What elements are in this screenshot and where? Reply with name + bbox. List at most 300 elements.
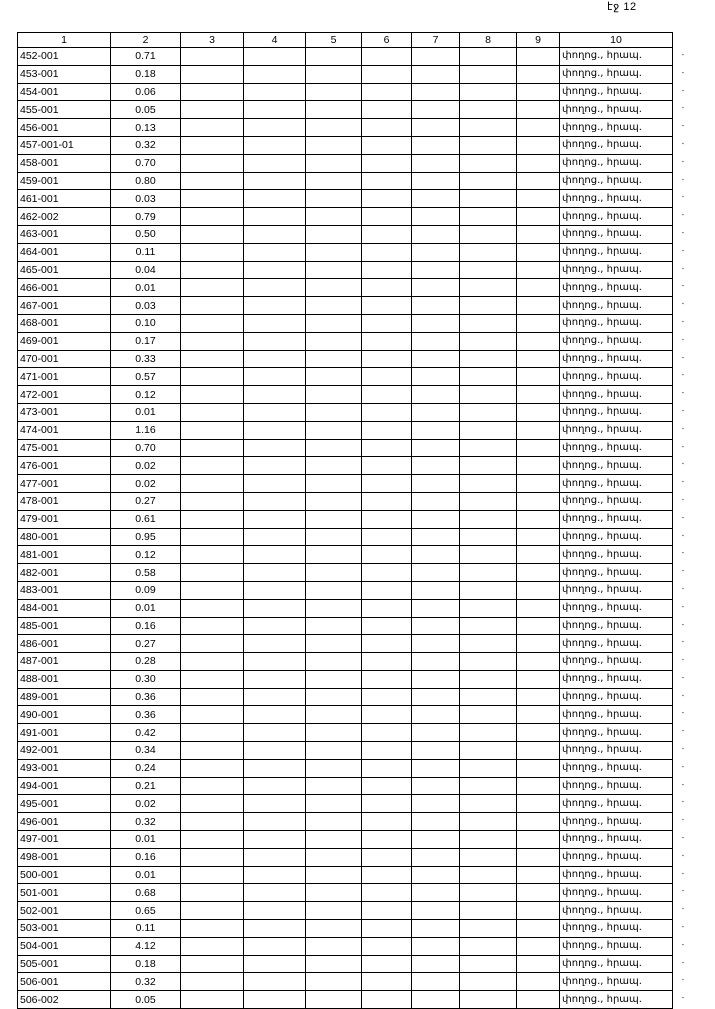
empty-cell bbox=[460, 759, 517, 777]
empty-cell bbox=[460, 136, 517, 154]
table-row bbox=[18, 297, 673, 315]
empty-cell bbox=[306, 439, 362, 457]
empty-cell bbox=[244, 635, 306, 653]
empty-cell bbox=[412, 439, 460, 457]
area-value-cell: 0.30 bbox=[111, 670, 181, 688]
empty-cell bbox=[460, 991, 517, 1009]
empty-cell bbox=[306, 83, 362, 101]
empty-cell bbox=[517, 83, 560, 101]
column-header: 7 bbox=[412, 33, 460, 48]
empty-cell bbox=[244, 48, 306, 66]
table-row bbox=[18, 172, 673, 190]
empty-cell bbox=[412, 688, 460, 706]
margin-tick-mark: ꞏ bbox=[681, 550, 685, 558]
empty-cell bbox=[181, 795, 244, 813]
empty-cell bbox=[362, 902, 412, 920]
empty-cell bbox=[306, 314, 362, 332]
empty-cell bbox=[244, 528, 306, 546]
empty-cell bbox=[517, 386, 560, 404]
empty-cell bbox=[362, 279, 412, 297]
empty-cell bbox=[460, 813, 517, 831]
empty-cell bbox=[362, 564, 412, 582]
area-value-cell: 0.17 bbox=[111, 332, 181, 350]
empty-cell bbox=[244, 546, 306, 564]
empty-cell bbox=[517, 706, 560, 724]
purpose-cell: փողոց., հրապ. bbox=[560, 403, 673, 421]
margin-tick-mark: ꞏ bbox=[681, 123, 685, 131]
parcel-code-cell: 458-001 bbox=[18, 154, 111, 172]
area-value-cell: 0.03 bbox=[111, 190, 181, 208]
empty-cell bbox=[412, 795, 460, 813]
empty-cell bbox=[460, 48, 517, 66]
empty-cell bbox=[362, 190, 412, 208]
empty-cell bbox=[460, 742, 517, 760]
table-row bbox=[18, 225, 673, 243]
area-value-cell: 4.12 bbox=[111, 937, 181, 955]
purpose-cell: փողոց., հրապ. bbox=[560, 937, 673, 955]
table-row bbox=[18, 475, 673, 493]
empty-cell bbox=[517, 937, 560, 955]
empty-cell bbox=[362, 136, 412, 154]
area-value-cell: 0.33 bbox=[111, 350, 181, 368]
empty-cell bbox=[181, 350, 244, 368]
empty-cell bbox=[306, 297, 362, 315]
empty-cell bbox=[181, 314, 244, 332]
empty-cell bbox=[306, 119, 362, 137]
purpose-cell: փողոց., հրապ. bbox=[560, 457, 673, 475]
empty-cell bbox=[460, 866, 517, 884]
margin-tick-mark: ꞏ bbox=[681, 229, 685, 237]
empty-cell bbox=[517, 457, 560, 475]
table-row bbox=[18, 136, 673, 154]
empty-cell bbox=[244, 831, 306, 849]
empty-cell bbox=[362, 208, 412, 226]
empty-cell bbox=[517, 350, 560, 368]
empty-cell bbox=[412, 991, 460, 1009]
empty-cell bbox=[517, 101, 560, 119]
area-value-cell: 0.50 bbox=[111, 225, 181, 243]
margin-tick-mark: ꞏ bbox=[681, 158, 685, 166]
empty-cell bbox=[306, 795, 362, 813]
empty-cell bbox=[306, 920, 362, 938]
parcel-code-cell: 473-001 bbox=[18, 403, 111, 421]
empty-cell bbox=[517, 510, 560, 528]
empty-cell bbox=[244, 190, 306, 208]
area-value-cell: 0.11 bbox=[111, 243, 181, 261]
parcel-code-cell: 491-001 bbox=[18, 724, 111, 742]
margin-tick-mark: ꞏ bbox=[681, 105, 685, 113]
purpose-cell: փողոց., հրապ. bbox=[560, 973, 673, 991]
empty-cell bbox=[244, 297, 306, 315]
empty-cell bbox=[412, 48, 460, 66]
margin-tick-mark: ꞏ bbox=[681, 639, 685, 647]
margin-tick-mark: ꞏ bbox=[681, 247, 685, 255]
margin-tick-mark: ꞏ bbox=[681, 959, 685, 967]
empty-cell bbox=[181, 119, 244, 137]
table-row bbox=[18, 350, 673, 368]
empty-cell bbox=[362, 225, 412, 243]
table-row bbox=[18, 706, 673, 724]
area-value-cell: 0.79 bbox=[111, 208, 181, 226]
margin-tick-mark: ꞏ bbox=[681, 781, 685, 789]
empty-cell bbox=[244, 172, 306, 190]
margin-tick-mark: ꞏ bbox=[681, 852, 685, 860]
table-row bbox=[18, 635, 673, 653]
empty-cell bbox=[412, 261, 460, 279]
empty-cell bbox=[362, 742, 412, 760]
table-row bbox=[18, 688, 673, 706]
parcel-code-cell: 452-001 bbox=[18, 48, 111, 66]
empty-cell bbox=[181, 546, 244, 564]
empty-cell bbox=[181, 101, 244, 119]
parcel-code-cell: 472-001 bbox=[18, 386, 111, 404]
purpose-cell: փողոց., հրապ. bbox=[560, 813, 673, 831]
empty-cell bbox=[362, 421, 412, 439]
margin-tick-mark: ꞏ bbox=[681, 870, 685, 878]
empty-cell bbox=[412, 635, 460, 653]
empty-cell bbox=[306, 599, 362, 617]
margin-tick-mark: ꞏ bbox=[681, 69, 685, 77]
empty-cell bbox=[412, 368, 460, 386]
area-value-cell: 1.16 bbox=[111, 421, 181, 439]
empty-cell bbox=[181, 706, 244, 724]
empty-cell bbox=[412, 475, 460, 493]
empty-cell bbox=[306, 421, 362, 439]
empty-cell bbox=[306, 350, 362, 368]
empty-cell bbox=[181, 617, 244, 635]
parcel-code-cell: 486-001 bbox=[18, 635, 111, 653]
empty-cell bbox=[517, 136, 560, 154]
purpose-cell: փողոց., հրապ. bbox=[560, 119, 673, 137]
empty-cell bbox=[306, 208, 362, 226]
parcel-code-cell: 483-001 bbox=[18, 581, 111, 599]
empty-cell bbox=[306, 902, 362, 920]
empty-cell bbox=[460, 350, 517, 368]
empty-cell bbox=[362, 688, 412, 706]
empty-cell bbox=[181, 190, 244, 208]
purpose-cell: փողոց., հրապ. bbox=[560, 742, 673, 760]
empty-cell bbox=[412, 670, 460, 688]
table-row bbox=[18, 653, 673, 671]
empty-cell bbox=[306, 243, 362, 261]
empty-cell bbox=[181, 403, 244, 421]
empty-cell bbox=[244, 386, 306, 404]
parcel-code-cell: 463-001 bbox=[18, 225, 111, 243]
area-value-cell: 0.65 bbox=[111, 902, 181, 920]
empty-cell bbox=[460, 920, 517, 938]
empty-cell bbox=[181, 848, 244, 866]
margin-tick-mark: ꞏ bbox=[681, 514, 685, 522]
empty-cell bbox=[412, 136, 460, 154]
empty-cell bbox=[460, 261, 517, 279]
area-value-cell: 0.71 bbox=[111, 48, 181, 66]
empty-cell bbox=[460, 848, 517, 866]
margin-marks bbox=[676, 47, 690, 1008]
empty-cell bbox=[460, 386, 517, 404]
empty-cell bbox=[306, 225, 362, 243]
area-value-cell: 0.01 bbox=[111, 866, 181, 884]
parcel-code-cell: 481-001 bbox=[18, 546, 111, 564]
empty-cell bbox=[244, 457, 306, 475]
parcel-code-cell: 496-001 bbox=[18, 813, 111, 831]
purpose-cell: փողոց., հրապ. bbox=[560, 475, 673, 493]
empty-cell bbox=[412, 386, 460, 404]
empty-cell bbox=[362, 848, 412, 866]
empty-cell bbox=[460, 457, 517, 475]
empty-cell bbox=[460, 653, 517, 671]
margin-tick-mark: ꞏ bbox=[681, 443, 685, 451]
purpose-cell: փողոց., հրապ. bbox=[560, 261, 673, 279]
empty-cell bbox=[306, 386, 362, 404]
empty-cell bbox=[181, 510, 244, 528]
empty-cell bbox=[306, 136, 362, 154]
empty-cell bbox=[412, 973, 460, 991]
empty-cell bbox=[181, 48, 244, 66]
purpose-cell: փողոց., հրապ. bbox=[560, 581, 673, 599]
empty-cell bbox=[306, 670, 362, 688]
purpose-cell: փողոց., հրապ. bbox=[560, 225, 673, 243]
margin-tick-mark: ꞏ bbox=[681, 657, 685, 665]
empty-cell bbox=[412, 332, 460, 350]
table-row bbox=[18, 332, 673, 350]
empty-cell bbox=[362, 154, 412, 172]
parcel-code-cell: 465-001 bbox=[18, 261, 111, 279]
empty-cell bbox=[362, 920, 412, 938]
parcel-code-cell: 469-001 bbox=[18, 332, 111, 350]
area-value-cell: 0.68 bbox=[111, 884, 181, 902]
empty-cell bbox=[412, 564, 460, 582]
empty-cell bbox=[517, 279, 560, 297]
empty-cell bbox=[362, 457, 412, 475]
empty-cell bbox=[181, 920, 244, 938]
empty-cell bbox=[412, 884, 460, 902]
empty-cell bbox=[362, 706, 412, 724]
column-header: 10 bbox=[560, 33, 673, 48]
margin-tick-mark: ꞏ bbox=[681, 372, 685, 380]
table-row bbox=[18, 314, 673, 332]
purpose-cell: փողոց., հրապ. bbox=[560, 48, 673, 66]
table-row bbox=[18, 581, 673, 599]
area-value-cell: 0.02 bbox=[111, 457, 181, 475]
empty-cell bbox=[412, 777, 460, 795]
margin-tick-mark: ꞏ bbox=[681, 763, 685, 771]
table-row bbox=[18, 848, 673, 866]
empty-cell bbox=[460, 937, 517, 955]
empty-cell bbox=[181, 386, 244, 404]
margin-tick-mark: ꞏ bbox=[681, 301, 685, 309]
empty-cell bbox=[517, 795, 560, 813]
margin-tick-mark: ꞏ bbox=[681, 603, 685, 611]
empty-cell bbox=[362, 831, 412, 849]
empty-cell bbox=[244, 243, 306, 261]
purpose-cell: փողոց., հրապ. bbox=[560, 866, 673, 884]
empty-cell bbox=[517, 564, 560, 582]
margin-tick-mark: ꞏ bbox=[681, 888, 685, 896]
parcel-code-cell: 475-001 bbox=[18, 439, 111, 457]
margin-tick-mark: ꞏ bbox=[681, 746, 685, 754]
table-row bbox=[18, 955, 673, 973]
empty-cell bbox=[460, 528, 517, 546]
empty-cell bbox=[181, 65, 244, 83]
empty-cell bbox=[517, 777, 560, 795]
empty-cell bbox=[460, 119, 517, 137]
empty-cell bbox=[306, 492, 362, 510]
empty-cell bbox=[517, 973, 560, 991]
empty-cell bbox=[306, 332, 362, 350]
empty-cell bbox=[306, 973, 362, 991]
empty-cell bbox=[181, 457, 244, 475]
parcel-code-cell: 466-001 bbox=[18, 279, 111, 297]
empty-cell bbox=[244, 225, 306, 243]
empty-cell bbox=[181, 279, 244, 297]
table-row bbox=[18, 937, 673, 955]
table-row bbox=[18, 670, 673, 688]
empty-cell bbox=[517, 581, 560, 599]
empty-cell bbox=[362, 119, 412, 137]
empty-cell bbox=[412, 599, 460, 617]
margin-tick-mark: ꞏ bbox=[681, 532, 685, 540]
purpose-cell: փողոց., հրապ. bbox=[560, 599, 673, 617]
purpose-cell: փողոց., հրապ. bbox=[560, 795, 673, 813]
empty-cell bbox=[412, 172, 460, 190]
column-header: 9 bbox=[517, 33, 560, 48]
purpose-cell: փողոց., հրապ. bbox=[560, 297, 673, 315]
empty-cell bbox=[306, 848, 362, 866]
empty-cell bbox=[181, 136, 244, 154]
margin-tick-mark: ꞏ bbox=[681, 924, 685, 932]
empty-cell bbox=[181, 777, 244, 795]
table-row bbox=[18, 866, 673, 884]
empty-cell bbox=[517, 297, 560, 315]
margin-tick-mark: ꞏ bbox=[681, 995, 685, 1003]
empty-cell bbox=[306, 813, 362, 831]
parcel-code-cell: 456-001 bbox=[18, 119, 111, 137]
empty-cell bbox=[412, 101, 460, 119]
table-row bbox=[18, 510, 673, 528]
parcel-code-cell: 493-001 bbox=[18, 759, 111, 777]
parcel-code-cell: 457-001-01 bbox=[18, 136, 111, 154]
purpose-cell: փողոց., հրապ. bbox=[560, 884, 673, 902]
empty-cell bbox=[181, 243, 244, 261]
empty-cell bbox=[412, 831, 460, 849]
empty-cell bbox=[244, 795, 306, 813]
empty-cell bbox=[412, 119, 460, 137]
empty-cell bbox=[460, 279, 517, 297]
empty-cell bbox=[244, 670, 306, 688]
empty-cell bbox=[412, 457, 460, 475]
empty-cell bbox=[460, 243, 517, 261]
empty-cell bbox=[362, 759, 412, 777]
purpose-cell: փողոց., հրապ. bbox=[560, 706, 673, 724]
empty-cell bbox=[306, 866, 362, 884]
area-value-cell: 0.03 bbox=[111, 297, 181, 315]
margin-tick-mark: ꞏ bbox=[681, 621, 685, 629]
margin-tick-mark: ꞏ bbox=[681, 283, 685, 291]
empty-cell bbox=[244, 475, 306, 493]
empty-cell bbox=[412, 813, 460, 831]
empty-cell bbox=[460, 225, 517, 243]
empty-cell bbox=[181, 724, 244, 742]
area-value-cell: 0.42 bbox=[111, 724, 181, 742]
area-value-cell: 0.18 bbox=[111, 955, 181, 973]
area-value-cell: 0.12 bbox=[111, 386, 181, 404]
table-row bbox=[18, 65, 673, 83]
purpose-cell: փողոց., հրապ. bbox=[560, 243, 673, 261]
empty-cell bbox=[244, 991, 306, 1009]
empty-cell bbox=[362, 65, 412, 83]
empty-cell bbox=[362, 599, 412, 617]
area-value-cell: 0.18 bbox=[111, 65, 181, 83]
empty-cell bbox=[306, 154, 362, 172]
purpose-cell: փողոց., հրապ. bbox=[560, 439, 673, 457]
empty-cell bbox=[460, 599, 517, 617]
table-row bbox=[18, 546, 673, 564]
empty-cell bbox=[517, 920, 560, 938]
empty-cell bbox=[460, 795, 517, 813]
empty-cell bbox=[306, 65, 362, 83]
purpose-cell: փողոց., հրապ. bbox=[560, 279, 673, 297]
area-value-cell: 0.27 bbox=[111, 635, 181, 653]
margin-tick-mark: ꞏ bbox=[681, 479, 685, 487]
empty-cell bbox=[244, 866, 306, 884]
purpose-cell: փողոց., հրապ. bbox=[560, 528, 673, 546]
land-parcel-table bbox=[17, 32, 673, 1009]
empty-cell bbox=[517, 635, 560, 653]
empty-cell bbox=[306, 706, 362, 724]
empty-cell bbox=[306, 653, 362, 671]
empty-cell bbox=[412, 742, 460, 760]
purpose-cell: փողոց., հրապ. bbox=[560, 724, 673, 742]
parcel-code-cell: 478-001 bbox=[18, 492, 111, 510]
empty-cell bbox=[181, 955, 244, 973]
parcel-code-cell: 506-001 bbox=[18, 973, 111, 991]
purpose-cell: փողոց., հրապ. bbox=[560, 368, 673, 386]
empty-cell bbox=[244, 154, 306, 172]
page-number: էջ 12 bbox=[607, 1, 637, 13]
empty-cell bbox=[306, 48, 362, 66]
purpose-cell: փողոց., հրապ. bbox=[560, 208, 673, 226]
margin-tick-mark: ꞏ bbox=[681, 425, 685, 433]
table-row bbox=[18, 243, 673, 261]
table-row bbox=[18, 101, 673, 119]
empty-cell bbox=[362, 724, 412, 742]
empty-cell bbox=[306, 635, 362, 653]
empty-cell bbox=[412, 225, 460, 243]
empty-cell bbox=[181, 599, 244, 617]
purpose-cell: փողոց., հրապ. bbox=[560, 848, 673, 866]
empty-cell bbox=[244, 813, 306, 831]
empty-cell bbox=[362, 670, 412, 688]
margin-tick-mark: ꞏ bbox=[681, 140, 685, 148]
empty-cell bbox=[517, 617, 560, 635]
empty-cell bbox=[517, 848, 560, 866]
empty-cell bbox=[306, 955, 362, 973]
margin-tick-mark: ꞏ bbox=[681, 728, 685, 736]
purpose-cell: փողոց., հրապ. bbox=[560, 421, 673, 439]
margin-tick-mark: ꞏ bbox=[681, 265, 685, 273]
empty-cell bbox=[460, 510, 517, 528]
purpose-cell: փողոց., հրապ. bbox=[560, 492, 673, 510]
empty-cell bbox=[362, 386, 412, 404]
column-header: 3 bbox=[181, 33, 244, 48]
empty-cell bbox=[306, 528, 362, 546]
empty-cell bbox=[517, 368, 560, 386]
empty-cell bbox=[460, 973, 517, 991]
area-value-cell: 0.09 bbox=[111, 581, 181, 599]
parcel-code-cell: 480-001 bbox=[18, 528, 111, 546]
empty-cell bbox=[306, 403, 362, 421]
empty-cell bbox=[460, 475, 517, 493]
